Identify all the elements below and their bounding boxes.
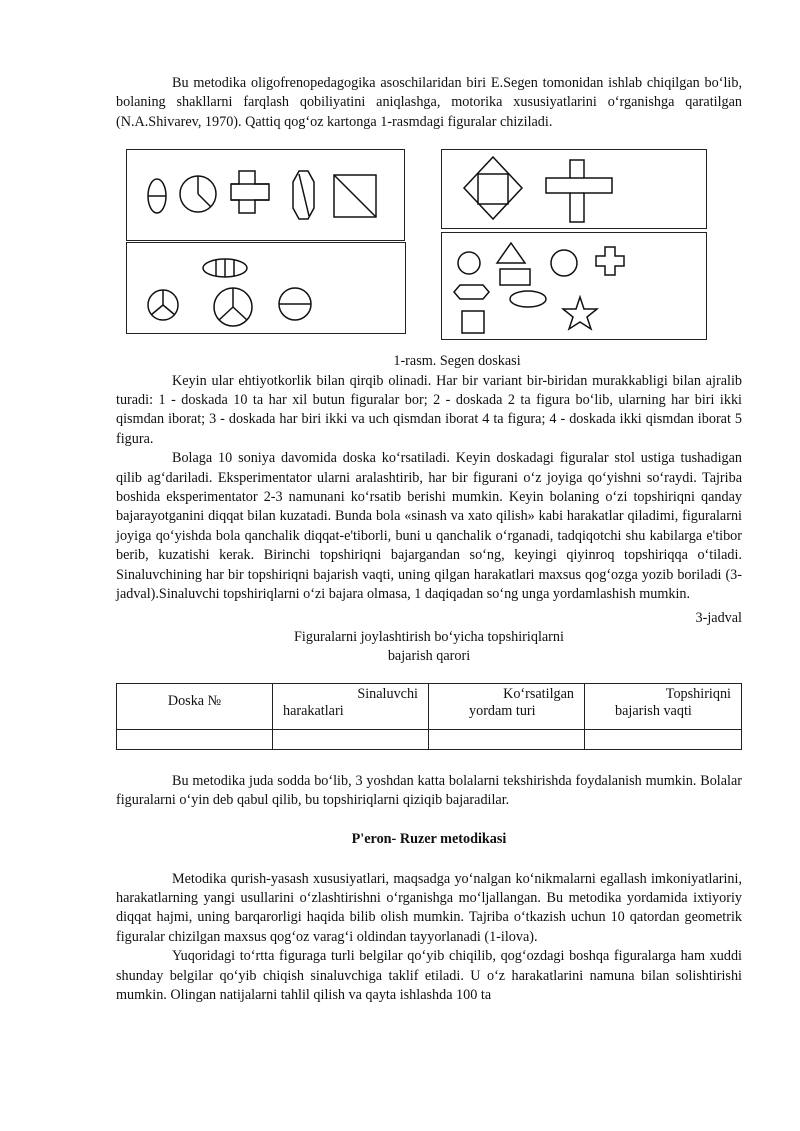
board-3 [126,242,406,334]
table-cell [117,729,273,749]
section-title: P'eron- Ruzer metodikasi [351,830,507,847]
board-4-shapes [442,233,706,339]
header-help-type-line-1: Ko‘rsatilgan [503,685,574,702]
paragraph-intro: Bu metodika oligofrenopedagogika asoschilaridan biri E.Segen tomonidan ishlab chiqilgan bo‘lib, bolaning shakllarni farqlash qobiliyatini aniqlashga, motorika xususiyatlarini o‘rganishga qaratilgan (N.A.Shivarev, 1970). Qattiq qog‘oz kartonga 1-rasmdagi figuralar chiziladi. [116,75,742,130]
paragraph-peron-method: Metodika qurish-yasash xususiyatlari, maqsadga yo‘nalgan ko‘nikmalarni egallash imkoniyatlarini, harakatlarning yangi usullarini o‘zlashtirishni o‘rganishga mo‘ljallangan. Bu metodika yordamida ixtiyoriy diqqat hajmi, uning barqarorligi haqida bilib olish mumkin. Tajriba o‘tkazish uchun 10 qatordan geometrik figuralar chizilgan maxsus qog‘oz varag‘i oldindan tayyorlanadi (1-ilova). [116,870,742,945]
ellipse-shape [510,291,546,307]
header-help-type [429,683,585,729]
board-1-shapes [127,150,404,240]
table-cell [273,729,429,749]
header-actions [273,683,429,729]
header-completion-time-line-1: Topshiriqni [665,685,731,702]
header-actions-line-2: harakatlari [283,702,344,719]
table-title-line-2: bajarish qarori [387,648,471,665]
board-2 [441,149,707,229]
triangle-shape [497,243,525,263]
table-cell [429,729,585,749]
table-title-line-1: Figuralarni joylashtirish bo‘yicha topshiriqlarni [294,628,564,645]
paragraph-procedure: Bolaga 10 soniya davomida doska ko‘rsatiladi. Keyin doskadagi figuralar stol ustiga tushadigan qilib ag‘dariladi. Eksperimentator ularni aralashtirib, har bir figurani o‘z joyiga qo‘yishni so‘raydi. Tajriba boshida eksperimentator 2-3 namunani ko‘rsatib berishi mumkin. Keyin bolaning o‘zi topshiriqni qanday bajarayotganini diqqat bilan kuzatadi. Bunda bola «sinash va xato qilish» kabi harakatlar qiladimi, figuralarni joyiga qo‘yishda bola qanchalik diqqat-e'tiborli, buni u qanchalik o‘rganadi, tadqiqotchi shu kabilarga e'tibor berib, kuzatishi kerak. Birinchi topshiriqni bajargandan so‘ng, keyingi qiyinroq topshiriqqa o‘tiladi. Sinaluvchining har bir topshiriqni bajarish vaqti, uning qilgan harakatlari maxsus qog‘ozga yozib boriladi (3-jadval).Sinaluvchi topshiriqlarni o‘zi bajara olmasa, 1 daqiqadan so‘ng unga yordamlashish mumkin. [116,450,742,603]
table-row [117,729,742,749]
small-cross-shape [596,247,624,275]
board-4 [441,232,707,340]
table-header-row [117,683,742,729]
header-actions-line-1: Sinaluvchi [357,685,418,702]
hexagon-flat-shape [454,285,489,299]
spacer [116,750,742,772]
table-number: 3-jadval [695,609,742,626]
board-2-shapes [442,150,706,228]
header-completion-time [585,683,742,729]
circle-shape [458,252,480,274]
diamond-square-shape [464,157,522,219]
paragraph-marks: Yuqoridagi to‘rtta figuraga turli belgilar qo‘yib chiqilib, qog‘ozdagi boshqa figuralarga ham xuddi shunday belgilar qo‘yib chiqish sinaluvchiga taklif etiladi. U o‘z harakatlarini namuna bilan solishtirishi mumkin. Olingan natijalarni tahlil qilish va qayta ishlashda 100 ta [116,948,742,1003]
segen-boards-figure [116,138,742,352]
cross-shape [231,171,269,213]
star-shape [563,297,597,329]
header-help-type-line-2: yordam turi [469,702,536,719]
square-shape [462,311,484,333]
figure-caption: 1-rasm. Segen doskasi [393,353,521,370]
paragraph-simple-method: Bu metodika juda sodda bo‘lib, 3 yoshdan katta bolalarni tekshirishda foydalanish mumkin. Bolalar figuralarni o‘yin deb qabul qilib, bu topshiriqlarni qiziqib bajaradilar. [116,772,742,809]
long-cross-shape [546,160,612,222]
board-1 [126,149,405,241]
table-cell [585,729,742,749]
rectangle-shape [500,269,530,285]
document-page [116,74,742,1005]
board-3-shapes [127,243,405,333]
results-table [116,683,742,750]
circle-large-shape [551,250,577,276]
header-completion-time-line-2: bajarish vaqti [615,702,692,719]
header-board-number-label: Doska № [167,692,222,709]
paragraph-boards: Keyin ular ehtiyotkorlik bilan qirqib olinadi. Har bir variant bir-biridan murakkabligi bilan ajralib turadi: 1 - doskada 10 ta har xil butun figuralar bor; 2 - doskada 2 ta figura bo‘lib, ularning har biri ikki qismdan iborat; 3 - doskada har biri ikki va uch qismdan iborat 4 ta figura; 4 - doskada ikki qismdan iborat 5 figura. [116,372,742,447]
header-board-number [117,683,273,729]
